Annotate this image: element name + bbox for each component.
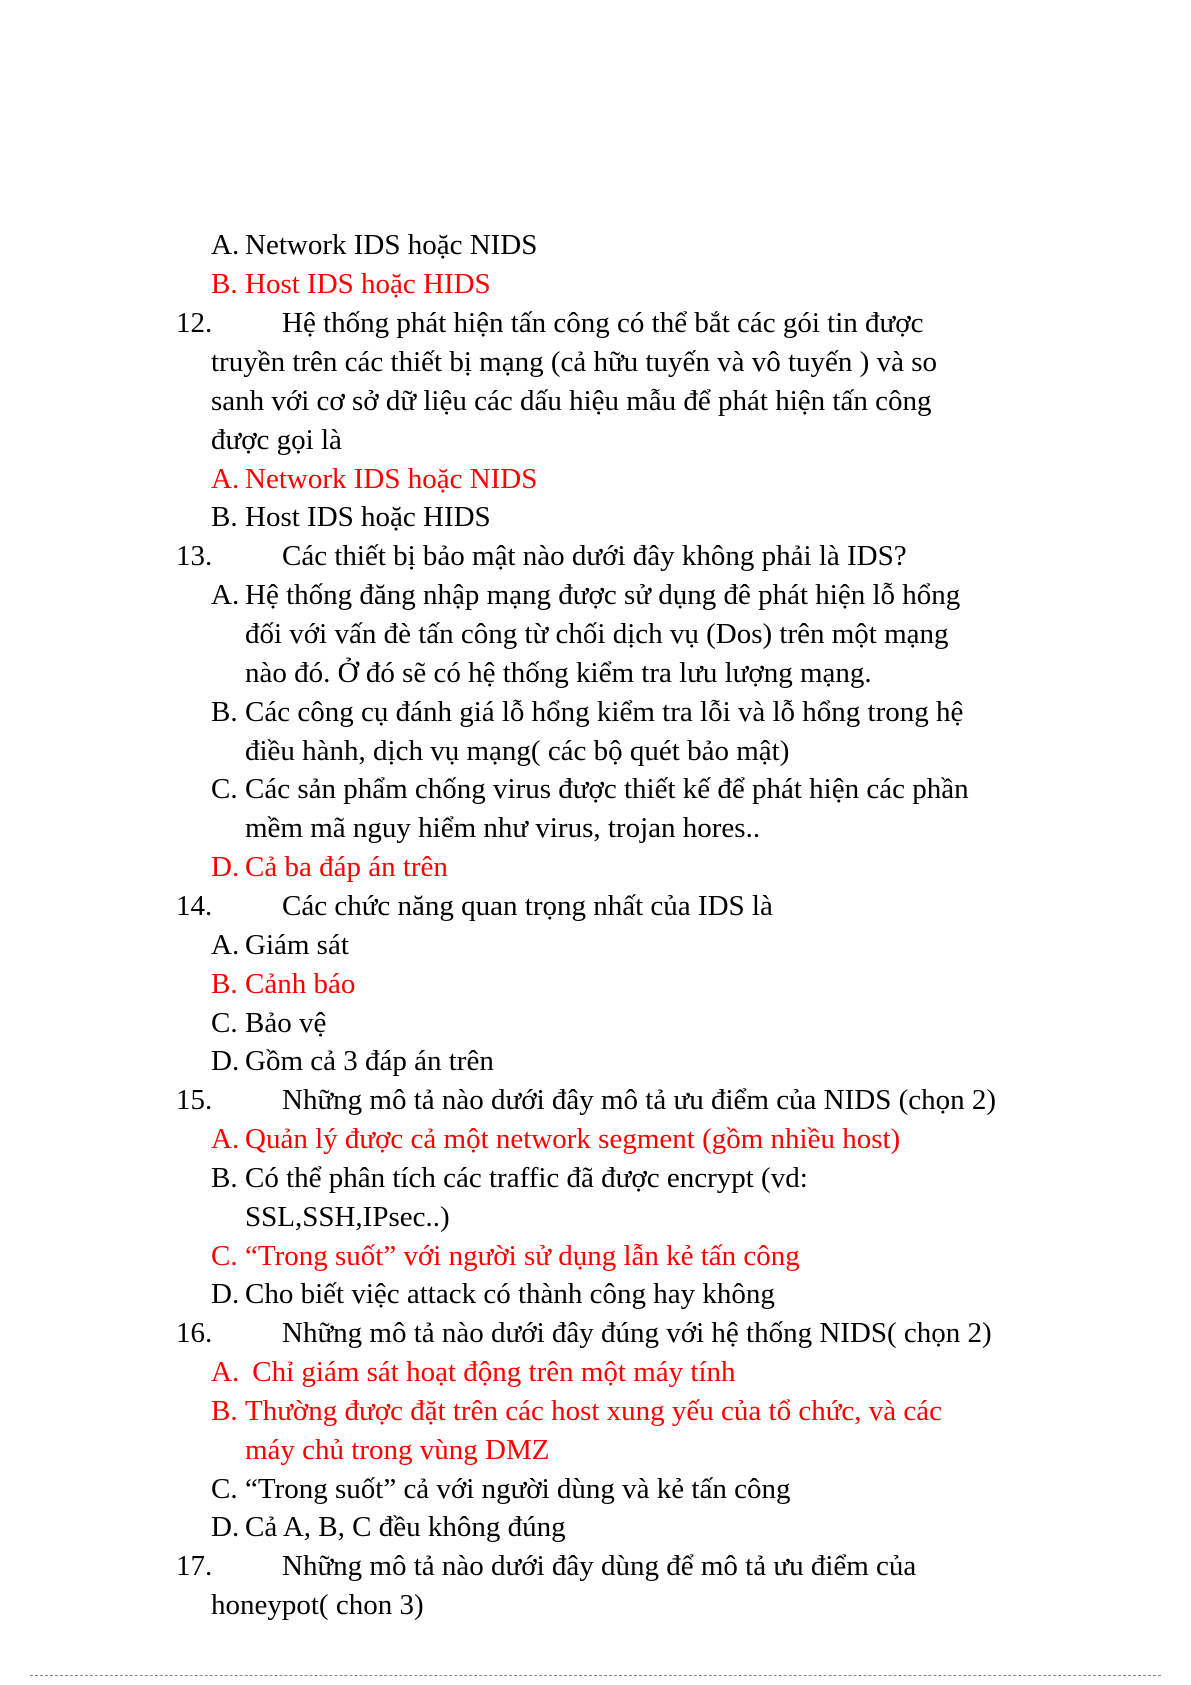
q13-question: Các thiết bị bảo mật nào dưới đây không phải là IDS? — [282, 540, 907, 572]
q12-text-line-4: được gọi là — [211, 424, 342, 456]
q14-option-d: D. Gồm cả 3 đáp án trên — [211, 1045, 494, 1077]
q16-number: 16. — [176, 1317, 213, 1349]
q14-option-a: A. Giám sát — [211, 929, 349, 961]
q13-option-c-line-1: C. Các sản phẩm chống virus được thiết kế để phát hiện các phần — [211, 773, 969, 805]
q13-option-a-line-3: nào đó. Ở đó sẽ có hệ thống kiểm tra lưu lượng mạng. — [245, 657, 872, 689]
q16-option-d: D. Cả A, B, C đều không đúng — [211, 1511, 566, 1543]
q14-question: Các chức năng quan trọng nhất của IDS là — [282, 890, 773, 922]
q16-option-c: C. “Trong suốt” cả với người dùng và kẻ tấn công — [211, 1473, 791, 1505]
q11-option-b-correct: B. Host IDS hoặc HIDS — [211, 268, 491, 300]
q13-option-c-line-2: mềm mã nguy hiểm như virus, trojan hores.. — [245, 812, 761, 844]
q17-text-line-1: Những mô tả nào dưới đây dùng để mô tả ưu điểm của — [282, 1550, 917, 1582]
q13-option-a-line-2: đối với vấn đè tấn công từ chối dịch vụ (Dos) trên một mạng — [245, 618, 949, 650]
q16-option-b-line-1-correct: B. Thường được đặt trên các host xung yếu của tổ chức, và các — [211, 1395, 943, 1427]
q12-option-a-correct: A. Network IDS hoặc NIDS — [211, 463, 538, 495]
q16-option-a-correct: A. Chỉ giám sát hoạt động trên một máy tính — [211, 1356, 736, 1388]
q15-option-b-line-2: SSL,SSH,IPsec..) — [245, 1201, 450, 1233]
q15-option-a-correct: A. Quản lý được cả một network segment (gồm nhiều host) — [211, 1123, 901, 1155]
page-bottom-rule — [30, 1675, 1161, 1676]
q14-number: 14. — [176, 890, 213, 922]
q14-option-b-correct: B. Cảnh báo — [211, 968, 356, 1000]
q12-text-line-3: sanh với cơ sở dữ liệu các dấu hiệu mẫu để phát hiện tấn công — [211, 385, 932, 417]
q15-option-c-correct: C. “Trong suốt” với người sử dụng lẫn kẻ tấn công — [211, 1240, 800, 1272]
q15-question: Những mô tả nào dưới đây mô tả ưu điểm của NIDS (chọn 2) — [282, 1084, 997, 1116]
q13-option-b-line-1: B. Các công cụ đánh giá lỗ hổng kiểm tra lỗi và lỗ hổng trong hệ — [211, 696, 964, 728]
q12-text-line-1: Hệ thống phát hiện tấn công có thể bắt các gói tin được — [282, 307, 924, 339]
q13-option-d-correct: D. Cả ba đáp án trên — [211, 851, 448, 883]
q17-text-line-2: honeypot( chon 3) — [211, 1589, 424, 1621]
q14-option-c: C. Bảo vệ — [211, 1007, 327, 1039]
q13-number: 13. — [176, 540, 213, 572]
q16-question: Những mô tả nào dưới đây đúng với hệ thống NIDS( chọn 2) — [282, 1317, 992, 1349]
q15-option-d: D. Cho biết việc attack có thành công hay không — [211, 1278, 775, 1310]
q15-option-b-line-1: B. Có thể phân tích các traffic đã được encrypt (vd: — [211, 1162, 808, 1194]
q12-text-line-2: truyền trên các thiết bị mạng (cả hữu tuyến và vô tuyến ) và so — [211, 346, 937, 378]
q15-number: 15. — [176, 1084, 213, 1116]
q12-number: 12. — [176, 307, 213, 339]
q13-option-b-line-2: điều hành, dịch vụ mạng( các bộ quét bảo mật) — [245, 735, 790, 767]
q16-option-b-line-2-correct: máy chủ trong vùng DMZ — [245, 1434, 550, 1466]
q11-option-a: A. Network IDS hoặc NIDS — [211, 229, 538, 261]
q17-number: 17. — [176, 1550, 213, 1582]
q12-option-b: B. Host IDS hoặc HIDS — [211, 501, 491, 533]
q13-option-a-line-1: A. Hệ thống đăng nhập mạng được sử dụng đê phát hiện lỗ hổng — [211, 579, 961, 611]
